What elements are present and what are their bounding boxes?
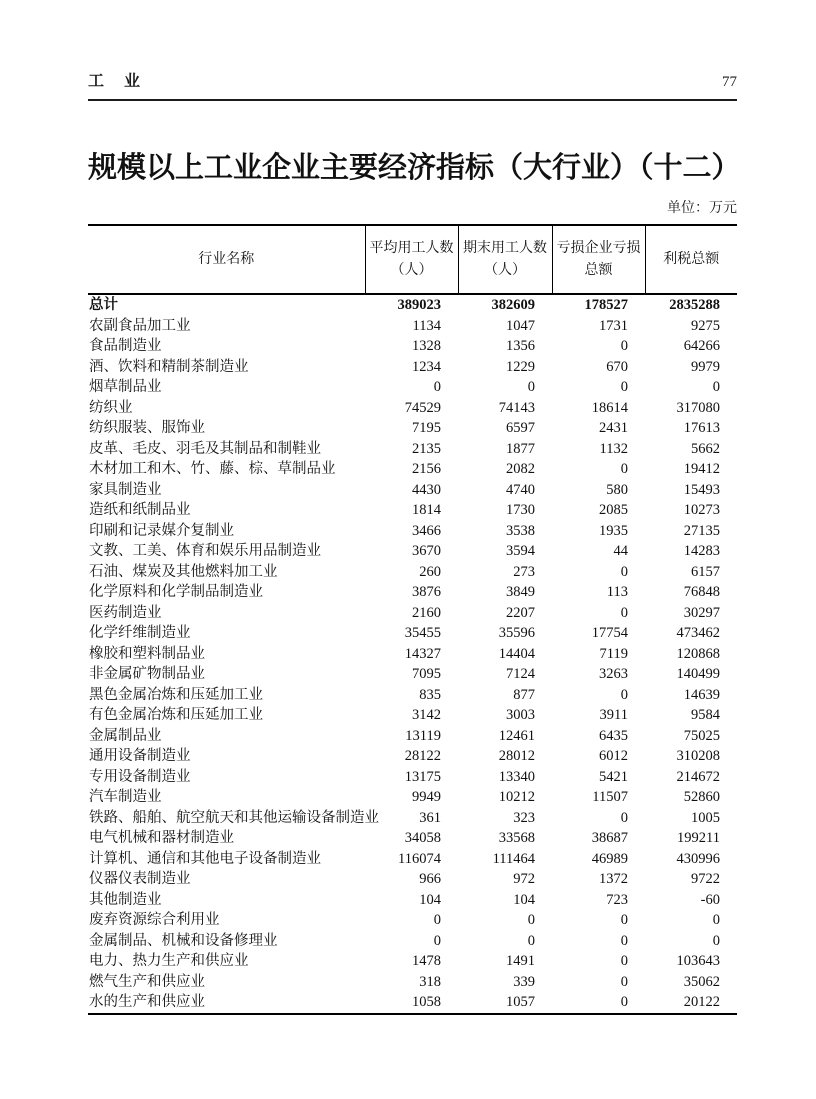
value-cell: 7195 bbox=[412, 420, 441, 436]
column-header-industry bbox=[88, 225, 365, 294]
value-cell: 0 bbox=[620, 809, 628, 826]
value-cell: 3538 bbox=[506, 522, 535, 539]
value-cell: 199211 bbox=[677, 830, 720, 846]
value-cell: 104 bbox=[513, 891, 535, 908]
value-cell: 0 bbox=[712, 932, 720, 949]
value-cell: 4430 bbox=[412, 481, 441, 498]
table-row bbox=[88, 459, 737, 480]
industry-name-cell: 汽车制造业 bbox=[89, 789, 162, 805]
value-cell: 1132 bbox=[599, 440, 628, 457]
value-cell: 3003 bbox=[506, 707, 535, 723]
value-cell: 19412 bbox=[683, 461, 720, 477]
value-cell: 3876 bbox=[412, 584, 441, 600]
value-cell: 46989 bbox=[591, 850, 628, 867]
value-cell: 6012 bbox=[599, 748, 628, 764]
value-cell: 0 bbox=[620, 994, 628, 1010]
value-cell: 0 bbox=[620, 338, 628, 354]
value-cell: 113 bbox=[606, 584, 628, 600]
value-cell: 104 bbox=[419, 891, 441, 908]
value-cell: 1005 bbox=[691, 809, 720, 826]
value-cell: 1047 bbox=[506, 317, 535, 334]
table-row bbox=[88, 623, 737, 644]
value-cell: 2082 bbox=[506, 461, 535, 477]
value-cell: 670 bbox=[606, 358, 628, 375]
value-cell: 6597 bbox=[506, 420, 535, 436]
value-cell: 0 bbox=[712, 912, 720, 928]
value-cell: 1877 bbox=[506, 440, 535, 457]
industry-name-cell: 非金属矿物制品业 bbox=[89, 666, 205, 682]
value-cell: 0 bbox=[527, 932, 535, 949]
industry-name-cell: 家具制造业 bbox=[89, 481, 162, 498]
value-cell: -60 bbox=[700, 891, 720, 908]
table-row bbox=[88, 767, 737, 788]
table-row bbox=[88, 439, 737, 460]
value-cell: 10212 bbox=[498, 789, 535, 805]
industry-name-cell: 木材加工和木、竹、藤、棕、草制品业 bbox=[89, 461, 336, 477]
value-cell: 33568 bbox=[498, 830, 535, 846]
value-cell: 5421 bbox=[599, 768, 628, 785]
value-cell: 877 bbox=[513, 686, 535, 703]
value-cell: 9979 bbox=[691, 358, 720, 375]
table-row bbox=[88, 705, 737, 726]
value-cell: 1134 bbox=[412, 317, 441, 334]
value-cell: 430996 bbox=[676, 850, 720, 867]
value-cell: 7119 bbox=[599, 645, 628, 662]
value-cell: 4740 bbox=[506, 481, 535, 498]
value-cell: 0 bbox=[620, 912, 628, 928]
value-cell: 7095 bbox=[412, 666, 441, 682]
value-cell: 64266 bbox=[683, 338, 720, 354]
value-cell: 6435 bbox=[599, 727, 628, 744]
value-cell: 0 bbox=[527, 912, 535, 928]
value-cell: 111464 bbox=[492, 850, 535, 867]
value-cell: 214672 bbox=[676, 768, 720, 785]
table-header-row bbox=[88, 225, 737, 294]
value-cell: 14404 bbox=[498, 645, 535, 662]
value-cell: 3142 bbox=[412, 707, 441, 723]
column-header-label: （人） bbox=[390, 262, 433, 278]
table-row bbox=[88, 787, 737, 808]
table-row bbox=[88, 562, 737, 583]
industry-name-cell: 水的生产和供应业 bbox=[89, 994, 205, 1010]
value-cell: 14639 bbox=[683, 686, 720, 703]
value-cell: 0 bbox=[620, 932, 628, 949]
table-row bbox=[88, 890, 737, 911]
value-cell: 310208 bbox=[676, 748, 720, 764]
industry-name-cell: 其他制造业 bbox=[89, 891, 162, 908]
value-cell: 15493 bbox=[683, 481, 720, 498]
table-row bbox=[88, 828, 737, 849]
value-cell: 0 bbox=[433, 912, 441, 928]
value-cell: 361 bbox=[419, 809, 441, 826]
industry-name-cell: 黑色金属冶炼和压延加工业 bbox=[89, 686, 263, 703]
value-cell: 35455 bbox=[404, 625, 441, 641]
value-cell: 2156 bbox=[412, 461, 441, 477]
value-cell: 0 bbox=[620, 973, 628, 990]
value-cell: 0 bbox=[620, 563, 628, 580]
industry-name-cell: 化学原料和化学制品制造业 bbox=[89, 584, 263, 600]
table-row bbox=[88, 972, 737, 993]
table-row bbox=[88, 808, 737, 829]
table-row bbox=[88, 664, 737, 685]
value-cell: 3849 bbox=[506, 584, 535, 600]
industry-name-cell: 文教、工美、体育和娱乐用品制造业 bbox=[89, 543, 321, 559]
value-cell: 2085 bbox=[599, 502, 628, 518]
industry-name-cell: 计算机、通信和其他电子设备制造业 bbox=[89, 850, 321, 867]
value-cell: 1814 bbox=[412, 502, 441, 518]
industry-name-cell: 电气机械和器材制造业 bbox=[89, 830, 234, 846]
value-cell: 13340 bbox=[498, 768, 535, 785]
value-cell: 9949 bbox=[412, 789, 441, 805]
value-cell: 3670 bbox=[412, 543, 441, 559]
value-cell: 323 bbox=[513, 809, 535, 826]
value-cell: 0 bbox=[620, 953, 628, 969]
value-cell: 17613 bbox=[683, 420, 720, 436]
value-cell: 273 bbox=[513, 563, 535, 580]
value-cell: 2135 bbox=[412, 440, 441, 457]
value-cell: 723 bbox=[606, 891, 628, 908]
column-header-label: 期末用工人数 bbox=[463, 240, 547, 256]
industry-name-cell: 金属制品业 bbox=[89, 727, 162, 744]
value-cell: 966 bbox=[419, 871, 441, 887]
table-row bbox=[88, 418, 737, 439]
table-row bbox=[88, 931, 737, 952]
column-header-label: 总额 bbox=[584, 262, 613, 278]
column-header-profit-tax bbox=[645, 225, 737, 294]
column-header-label: 亏损企业亏损 bbox=[556, 240, 641, 256]
table-row bbox=[88, 480, 737, 501]
value-cell: 116074 bbox=[398, 850, 441, 867]
industry-name-cell: 废弃资源综合利用业 bbox=[89, 912, 220, 928]
industry-name-cell: 通用设备制造业 bbox=[89, 748, 191, 764]
table-row bbox=[88, 316, 737, 337]
table-row bbox=[88, 726, 737, 747]
value-cell: 317080 bbox=[676, 399, 720, 416]
value-cell: 74143 bbox=[498, 399, 535, 416]
table-row bbox=[88, 294, 737, 316]
value-cell: 2207 bbox=[506, 604, 535, 621]
value-cell: 38687 bbox=[591, 830, 628, 846]
value-cell: 3466 bbox=[412, 522, 441, 539]
column-header-label: 平均用工人数 bbox=[369, 240, 454, 256]
value-cell: 12461 bbox=[498, 727, 535, 744]
table-row bbox=[88, 910, 737, 931]
industry-name-cell: 电力、热力生产和供应业 bbox=[89, 953, 249, 969]
value-cell: 76848 bbox=[683, 584, 720, 600]
value-cell: 1356 bbox=[506, 338, 535, 354]
value-cell: 75025 bbox=[683, 727, 720, 744]
value-cell: 27135 bbox=[683, 522, 720, 539]
stat-table bbox=[88, 224, 737, 1015]
value-cell: 6157 bbox=[691, 563, 720, 580]
industry-name-cell: 印刷和记录媒介复制业 bbox=[89, 522, 234, 539]
page-number: 77 bbox=[722, 74, 737, 90]
value-cell: 28122 bbox=[404, 748, 441, 764]
value-cell: 1057 bbox=[506, 994, 535, 1010]
value-cell: 1058 bbox=[412, 994, 441, 1010]
value-cell: 0 bbox=[712, 379, 720, 395]
column-header-label: （人） bbox=[484, 262, 526, 278]
column-header-avg-workers bbox=[365, 225, 458, 294]
value-cell: 0 bbox=[433, 932, 441, 949]
table-row bbox=[88, 849, 737, 870]
value-cell: 0 bbox=[620, 604, 628, 621]
value-cell: 0 bbox=[527, 379, 535, 395]
value-cell: 13119 bbox=[405, 727, 441, 744]
value-cell: 7124 bbox=[506, 666, 535, 682]
column-header-label: 行业名称 bbox=[198, 251, 255, 267]
value-cell: 9275 bbox=[691, 317, 720, 334]
industry-name-cell: 烟草制品业 bbox=[89, 379, 162, 395]
value-cell: 3594 bbox=[506, 543, 535, 559]
table-row bbox=[88, 541, 737, 562]
value-cell: 0 bbox=[433, 379, 441, 395]
value-cell: 1491 bbox=[506, 953, 535, 969]
industry-name-cell: 橡胶和塑料制品业 bbox=[89, 645, 205, 662]
industry-name-cell: 铁路、船舶、航空航天和其他运输设备制造业 bbox=[89, 809, 379, 826]
page-title: 规模以上工业企业主要经济指标（大行业）（十二） bbox=[88, 152, 741, 185]
value-cell: 382609 bbox=[491, 297, 535, 313]
value-cell: 1730 bbox=[506, 502, 535, 518]
value-cell: 30297 bbox=[683, 604, 720, 621]
industry-name-cell: 专用设备制造业 bbox=[89, 768, 191, 785]
value-cell: 35596 bbox=[498, 625, 535, 641]
value-cell: 44 bbox=[613, 543, 628, 559]
value-cell: 120868 bbox=[676, 645, 720, 662]
table-row bbox=[88, 582, 737, 603]
industry-name-cell: 化学纤维制造业 bbox=[89, 625, 191, 641]
column-header-loss-total bbox=[552, 225, 645, 294]
unit-note: 单位：万元 bbox=[667, 201, 737, 216]
value-cell: 140499 bbox=[676, 666, 720, 682]
value-cell: 1731 bbox=[599, 317, 628, 334]
value-cell: 318 bbox=[419, 973, 441, 990]
table-row bbox=[88, 377, 737, 398]
value-cell: 11507 bbox=[592, 789, 628, 805]
industry-name-cell: 燃气生产和供应业 bbox=[89, 973, 205, 990]
value-cell: 3911 bbox=[599, 707, 628, 723]
value-cell: 1229 bbox=[506, 358, 535, 375]
table-row bbox=[88, 603, 737, 624]
value-cell: 835 bbox=[419, 686, 441, 703]
table-row bbox=[88, 336, 737, 357]
column-header-end-workers bbox=[458, 225, 552, 294]
value-cell: 1372 bbox=[599, 871, 628, 887]
industry-name-cell: 纺织业 bbox=[89, 399, 133, 416]
value-cell: 3263 bbox=[599, 666, 628, 682]
table-row bbox=[88, 500, 737, 521]
running-header bbox=[88, 68, 737, 101]
value-cell: 10273 bbox=[683, 502, 720, 518]
value-cell: 18614 bbox=[591, 399, 628, 416]
value-cell: 1478 bbox=[412, 953, 441, 969]
industry-name-cell: 仪器仪表制造业 bbox=[89, 871, 191, 887]
table-row bbox=[88, 951, 737, 972]
table-row bbox=[88, 685, 737, 706]
value-cell: 74529 bbox=[404, 399, 441, 416]
value-cell: 260 bbox=[419, 563, 441, 580]
value-cell: 0 bbox=[620, 461, 628, 477]
industry-name-cell: 食品制造业 bbox=[89, 338, 162, 354]
value-cell: 20122 bbox=[683, 994, 720, 1010]
value-cell: 9584 bbox=[691, 707, 720, 723]
value-cell: 389023 bbox=[397, 297, 441, 313]
value-cell: 2835288 bbox=[669, 297, 720, 313]
table-row bbox=[88, 992, 737, 1014]
industry-name-cell: 医药制造业 bbox=[89, 604, 162, 621]
industry-name-cell: 农副食品加工业 bbox=[89, 317, 191, 334]
value-cell: 14283 bbox=[683, 543, 720, 559]
industry-name-cell: 石油、煤炭及其他燃料加工业 bbox=[89, 563, 278, 580]
value-cell: 52860 bbox=[683, 789, 720, 805]
column-header-label: 利税总额 bbox=[663, 251, 720, 267]
industry-name-cell: 造纸和纸制品业 bbox=[89, 502, 191, 518]
value-cell: 14327 bbox=[404, 645, 441, 662]
section-label: 工 业 bbox=[88, 73, 143, 90]
value-cell: 339 bbox=[513, 973, 535, 990]
table-row bbox=[88, 398, 737, 419]
value-cell: 0 bbox=[620, 379, 628, 395]
value-cell: 2160 bbox=[412, 604, 441, 621]
table-row bbox=[88, 644, 737, 665]
industry-name-cell: 皮革、毛皮、羽毛及其制品和制鞋业 bbox=[89, 440, 321, 457]
value-cell: 473462 bbox=[676, 625, 720, 641]
industry-name-cell: 酒、饮料和精制茶制造业 bbox=[89, 358, 249, 375]
value-cell: 972 bbox=[513, 871, 535, 887]
value-cell: 178527 bbox=[584, 297, 628, 313]
industry-name-cell: 纺织服装、服饰业 bbox=[89, 420, 205, 436]
value-cell: 28012 bbox=[498, 748, 535, 764]
value-cell: 9722 bbox=[691, 871, 720, 887]
value-cell: 1234 bbox=[412, 358, 441, 375]
table-row bbox=[88, 746, 737, 767]
value-cell: 34058 bbox=[404, 830, 441, 846]
value-cell: 5662 bbox=[691, 440, 720, 457]
industry-name-cell: 总计 bbox=[89, 297, 118, 313]
value-cell: 35062 bbox=[683, 973, 720, 990]
value-cell: 2431 bbox=[599, 420, 628, 436]
table-body bbox=[88, 294, 737, 1014]
table-row bbox=[88, 521, 737, 542]
value-cell: 103643 bbox=[676, 953, 720, 969]
value-cell: 17754 bbox=[591, 625, 628, 641]
table-row bbox=[88, 357, 737, 378]
table-row bbox=[88, 869, 737, 890]
value-cell: 1935 bbox=[599, 522, 628, 539]
value-cell: 580 bbox=[606, 481, 628, 498]
industry-name-cell: 金属制品、机械和设备修理业 bbox=[89, 932, 278, 949]
industry-name-cell: 有色金属冶炼和压延加工业 bbox=[89, 707, 263, 723]
value-cell: 1328 bbox=[412, 338, 441, 354]
value-cell: 13175 bbox=[404, 768, 441, 785]
value-cell: 0 bbox=[620, 686, 628, 703]
